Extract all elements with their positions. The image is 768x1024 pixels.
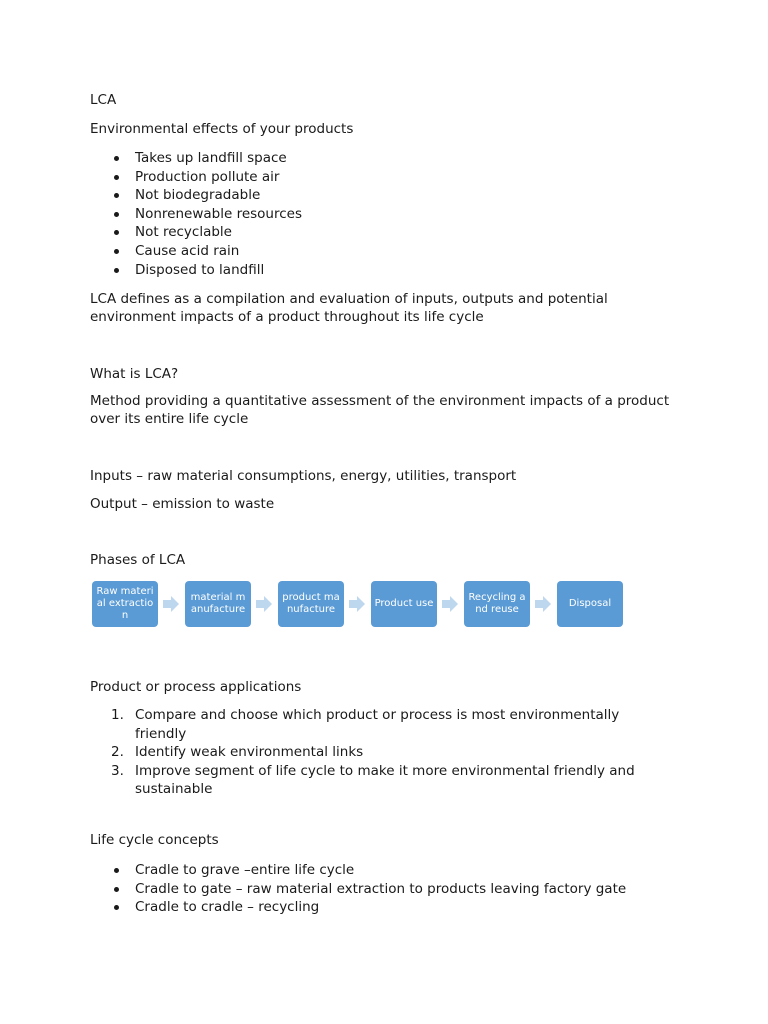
concepts-heading: Life cycle concepts — [90, 832, 219, 848]
phase-material-manufacture: material manufacture — [185, 581, 251, 627]
list-item: 2. Identify weak environmental links — [111, 744, 364, 761]
list-item: Not recyclable — [90, 223, 670, 242]
list-item: Production pollute air — [90, 168, 670, 187]
phase-raw-material-extraction: Raw material extraction — [92, 581, 158, 627]
phase-product-use: Product use — [371, 581, 437, 627]
list-item: Cradle to gate – raw material extraction to products leaving factory gate — [90, 880, 670, 899]
phase-product-manufacture: product manufacture — [278, 581, 344, 627]
concepts-list — [90, 861, 670, 917]
effects-list — [90, 149, 670, 279]
list-item: Nonrenewable resources — [90, 205, 670, 224]
phase-disposal: Disposal — [557, 581, 623, 627]
list-item: 1. Compare and choose which product or process is most environmentally friendly — [111, 707, 620, 742]
inputs-line: Inputs – raw material consumptions, energy, utilities, transport — [90, 468, 517, 484]
arrow-right-icon — [442, 596, 458, 612]
output-line: Output – emission to waste — [90, 496, 275, 512]
list-item: Cradle to cradle – recycling — [90, 898, 670, 917]
list-item: Not biodegradable — [90, 186, 670, 205]
list-item: 3. Improve segment of life cycle to make it more environmental friendly and sustainable — [111, 762, 635, 798]
applications-list — [90, 706, 670, 799]
applications-heading: Product or process applications — [90, 679, 302, 695]
phases-heading: Phases of LCA — [90, 552, 186, 568]
phases-diagram — [90, 581, 630, 629]
what-text: Method providing a quantitative assessment of the environment impacts of a product over its entire life cycle — [90, 393, 670, 427]
list-item: Cause acid rain — [90, 242, 670, 261]
lca-definition: LCA defines as a compilation and evaluation of inputs, outputs and potential environment impacts of a product throughout its life cycle — [90, 291, 608, 325]
arrow-right-icon — [163, 596, 179, 612]
doc-title: LCA — [90, 92, 117, 108]
arrow-right-icon — [256, 596, 272, 612]
phase-recycling-and-reuse: Recycling and reuse — [464, 581, 530, 627]
list-item: Disposed to landfill — [90, 261, 670, 280]
what-heading: What is LCA? — [90, 366, 179, 382]
effects-heading: Environmental effects of your products — [90, 121, 354, 137]
arrow-right-icon — [535, 596, 551, 612]
list-item: Cradle to grave –entire life cycle — [90, 861, 670, 880]
list-item: Takes up landfill space — [90, 149, 670, 168]
arrow-right-icon — [349, 596, 365, 612]
